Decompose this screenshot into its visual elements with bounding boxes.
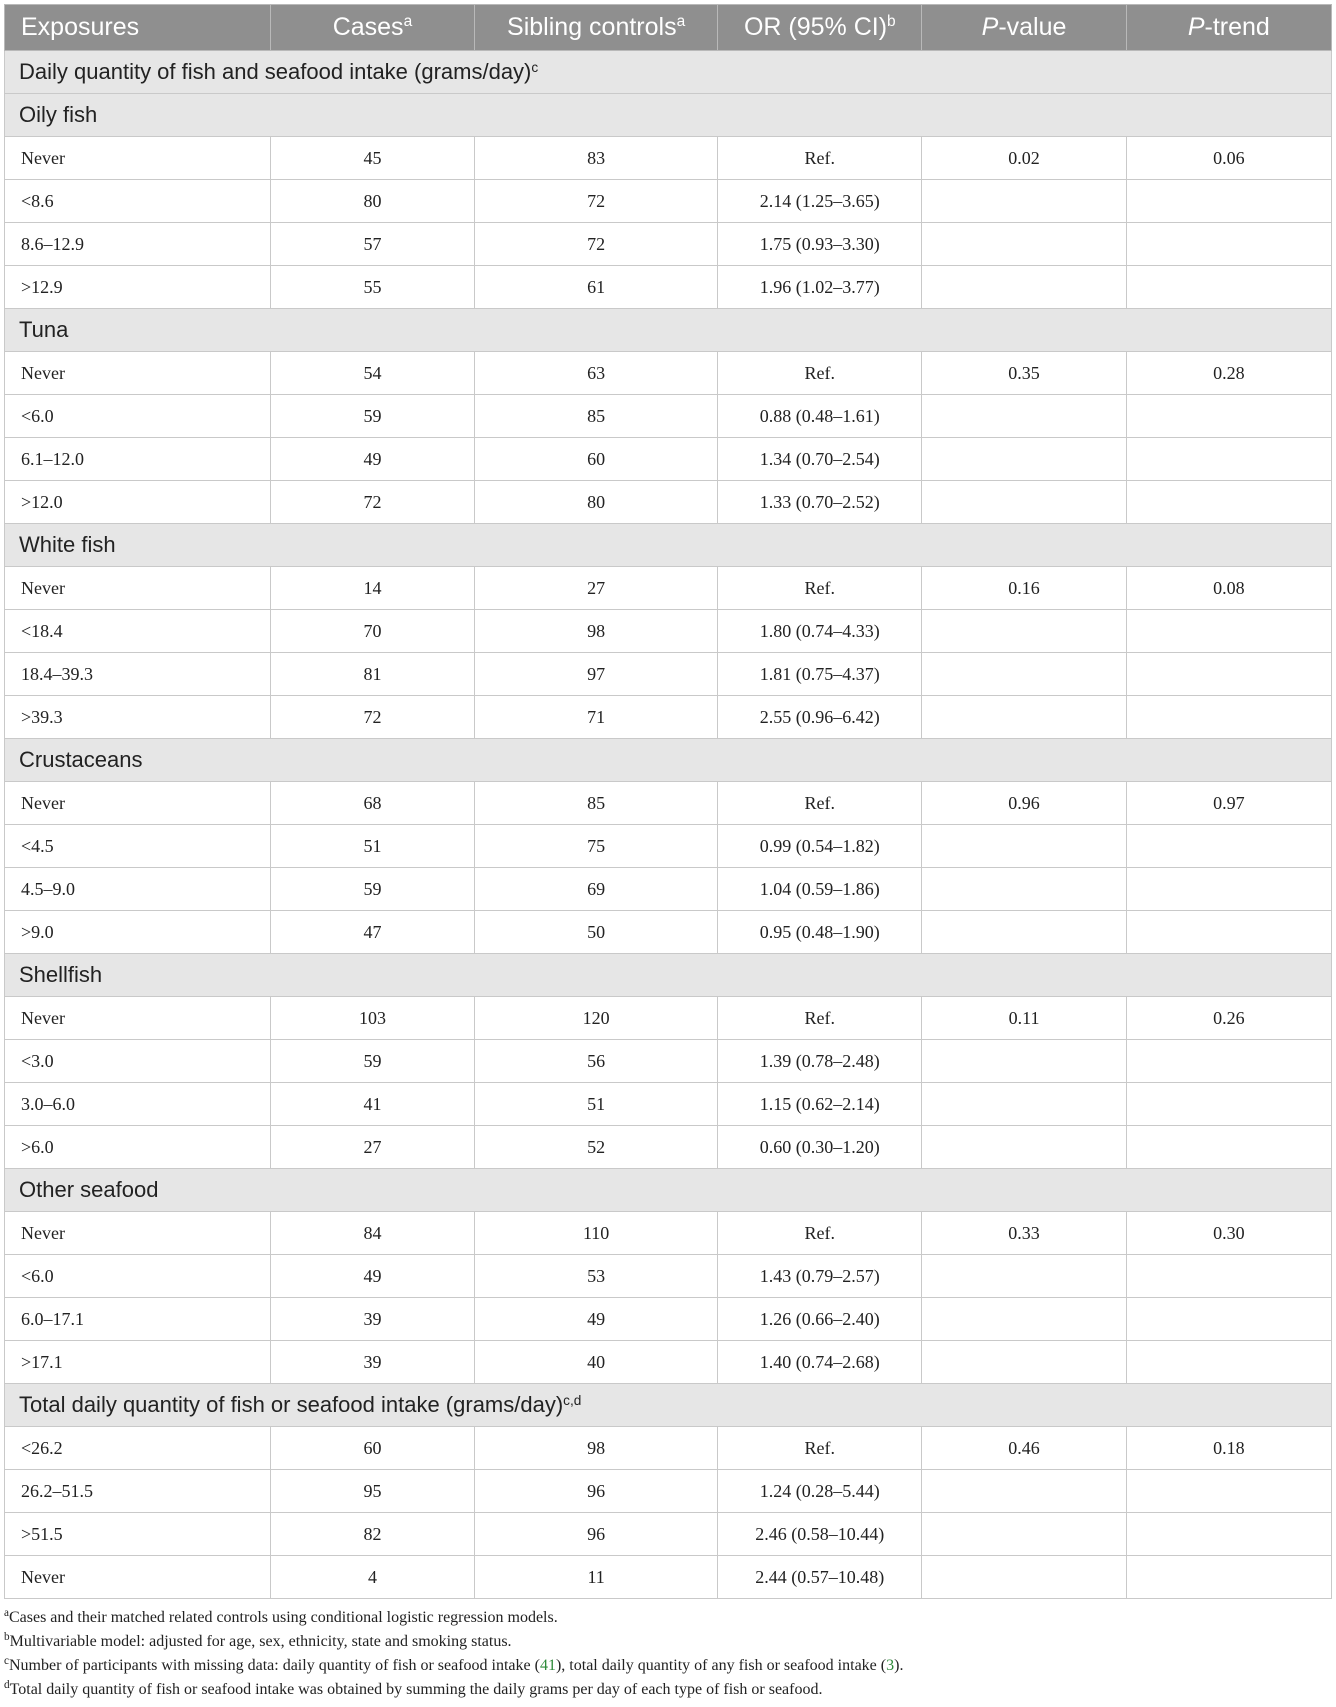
table-row — [5, 352, 1332, 395]
table-row — [5, 223, 1332, 266]
cell-or: Ref. — [718, 1212, 922, 1255]
cell-p-trend — [1126, 1298, 1331, 1341]
cell-cases: 4 — [270, 1556, 474, 1599]
cell-controls: 63 — [475, 352, 718, 395]
cell-exposure: Never — [5, 997, 271, 1040]
cell-cases: 39 — [270, 1298, 474, 1341]
cell-or: Ref. — [718, 137, 922, 180]
cell-p-value — [922, 1126, 1126, 1169]
cell-controls: 56 — [475, 1040, 718, 1083]
cell-p-value — [922, 825, 1126, 868]
cell-exposure: 4.5–9.0 — [5, 868, 271, 911]
table-row — [5, 610, 1332, 653]
cell-p-trend — [1126, 1126, 1331, 1169]
cell-p-value — [922, 1040, 1126, 1083]
cell-controls: 51 — [475, 1083, 718, 1126]
section-title: Other seafood — [5, 1169, 1332, 1212]
cell-p-value — [922, 1298, 1126, 1341]
cell-controls: 27 — [475, 567, 718, 610]
cell-p-value — [922, 1470, 1126, 1513]
col-header-p-value: P-value — [922, 5, 1126, 51]
cell-cases: 70 — [270, 610, 474, 653]
cell-or: Ref. — [718, 782, 922, 825]
cell-cases: 57 — [270, 223, 474, 266]
footnote-d: $^d$Total daily quantity of fish or seafood intake was obtained by summing the daily grams per day of each type of fish or seafood. — [4, 1678, 823, 1698]
cell-cases: 51 — [270, 825, 474, 868]
table-row — [5, 825, 1332, 868]
cell-cases: 68 — [270, 782, 474, 825]
cell-exposure: <8.6 — [5, 180, 271, 223]
cell-or: 2.14 (1.25–3.65) — [718, 180, 922, 223]
cell-cases: 49 — [270, 1255, 474, 1298]
table-row — [5, 567, 1332, 610]
table-row — [5, 1556, 1332, 1599]
cell-p-value: 0.96 — [922, 782, 1126, 825]
results-table — [4, 4, 1332, 1599]
cell-exposure: >51.5 — [5, 1513, 271, 1556]
cell-p-value — [922, 438, 1126, 481]
cell-p-trend — [1126, 696, 1331, 739]
cell-exposure: >9.0 — [5, 911, 271, 954]
cell-controls: 85 — [475, 782, 718, 825]
cell-cases: 82 — [270, 1513, 474, 1556]
footnote-b: $^b$Multivariable model: adjusted for age, sex, ethnicity, state and smoking status. — [4, 1630, 512, 1650]
cell-p-trend: 0.06 — [1126, 137, 1331, 180]
table-row — [5, 1298, 1332, 1341]
section-header-row — [5, 1384, 1332, 1427]
cell-p-trend — [1126, 481, 1331, 524]
cell-exposure: >12.9 — [5, 266, 271, 309]
section-title: Shellfish — [5, 954, 1332, 997]
cell-exposure: Never — [5, 1212, 271, 1255]
section-header-row — [5, 309, 1332, 352]
col-header-or: OR (95% CI)$^b$ — [718, 5, 922, 51]
cell-or: 0.99 (0.54–1.82) — [718, 825, 922, 868]
cell-exposure: <6.0 — [5, 1255, 271, 1298]
cell-or: 0.95 (0.48–1.90) — [718, 911, 922, 954]
cell-or: 1.75 (0.93–3.30) — [718, 223, 922, 266]
cell-p-trend — [1126, 438, 1331, 481]
table-row — [5, 481, 1332, 524]
table-row — [5, 1341, 1332, 1384]
cell-p-trend: 0.30 — [1126, 1212, 1331, 1255]
footnote-c: $^c$Number of participants with missing data: daily quantity of fish or seafood intake (41), total daily quantity of any fish or seafood intake (3). — [4, 1654, 904, 1674]
cell-cases: 59 — [270, 1040, 474, 1083]
cell-p-value — [922, 266, 1126, 309]
cell-exposure: <3.0 — [5, 1040, 271, 1083]
cell-cases: 39 — [270, 1341, 474, 1384]
cell-controls: 97 — [475, 653, 718, 696]
cell-or: 1.80 (0.74–4.33) — [718, 610, 922, 653]
cell-controls: 69 — [475, 868, 718, 911]
table-row — [5, 1513, 1332, 1556]
cell-or: 1.15 (0.62–2.14) — [718, 1083, 922, 1126]
section-header-row — [5, 739, 1332, 782]
cell-or: 1.40 (0.74–2.68) — [718, 1341, 922, 1384]
cell-p-trend: 0.97 — [1126, 782, 1331, 825]
cell-cases: 72 — [270, 696, 474, 739]
cell-controls: 80 — [475, 481, 718, 524]
cell-or: 2.46 (0.58–10.44) — [718, 1513, 922, 1556]
cell-p-value — [922, 911, 1126, 954]
table-row — [5, 696, 1332, 739]
cell-p-value — [922, 1341, 1126, 1384]
table-row — [5, 868, 1332, 911]
section-title: Total daily quantity of fish or seafood intake (grams/day)$^{c,d}$ — [5, 1384, 1332, 1427]
cell-p-trend — [1126, 1083, 1331, 1126]
cell-p-value — [922, 1513, 1126, 1556]
cell-controls: 60 — [475, 438, 718, 481]
cell-p-value: 0.11 — [922, 997, 1126, 1040]
cell-p-trend — [1126, 1040, 1331, 1083]
cell-or: 1.33 (0.70–2.52) — [718, 481, 922, 524]
cell-or: Ref. — [718, 352, 922, 395]
table-row — [5, 1427, 1332, 1470]
table-row — [5, 653, 1332, 696]
cell-cases: 41 — [270, 1083, 474, 1126]
section-title: Tuna — [5, 309, 1332, 352]
section-title: Oily fish — [5, 94, 1332, 137]
cell-p-trend — [1126, 1556, 1331, 1599]
col-header-cases: Cases$^a$ — [270, 5, 474, 51]
cell-or: 1.24 (0.28–5.44) — [718, 1470, 922, 1513]
cell-or: 1.26 (0.66–2.40) — [718, 1298, 922, 1341]
col-header-p-trend: P-trend — [1126, 5, 1331, 51]
cell-cases: 95 — [270, 1470, 474, 1513]
table-row — [5, 137, 1332, 180]
table-header — [5, 5, 1332, 51]
table-row — [5, 395, 1332, 438]
cell-controls: 71 — [475, 696, 718, 739]
cell-p-trend — [1126, 180, 1331, 223]
cell-p-trend — [1126, 223, 1331, 266]
cell-p-value — [922, 1083, 1126, 1126]
table-row — [5, 266, 1332, 309]
cell-p-value — [922, 395, 1126, 438]
section-header-row — [5, 1169, 1332, 1212]
cell-p-trend: 0.28 — [1126, 352, 1331, 395]
section-title: Daily quantity of fish and seafood intake (grams/day)$^c$ — [5, 51, 1332, 94]
cell-controls: 98 — [475, 1427, 718, 1470]
cell-p-trend — [1126, 1341, 1331, 1384]
cell-p-trend — [1126, 1255, 1331, 1298]
cell-cases: 45 — [270, 137, 474, 180]
cell-p-value — [922, 696, 1126, 739]
cell-cases: 103 — [270, 997, 474, 1040]
cell-exposure: <26.2 — [5, 1427, 271, 1470]
cell-p-value: 0.35 — [922, 352, 1126, 395]
cell-or: Ref. — [718, 997, 922, 1040]
table-row — [5, 1083, 1332, 1126]
table-row — [5, 1126, 1332, 1169]
cell-or: Ref. — [718, 1427, 922, 1470]
cell-controls: 72 — [475, 180, 718, 223]
cell-exposure: Never — [5, 1556, 271, 1599]
cell-cases: 54 — [270, 352, 474, 395]
cell-exposure: 3.0–6.0 — [5, 1083, 271, 1126]
cell-exposure: >39.3 — [5, 696, 271, 739]
cell-p-trend: 0.18 — [1126, 1427, 1331, 1470]
cell-exposure: <18.4 — [5, 610, 271, 653]
col-header-sibling-controls: Sibling controls$^a$ — [475, 5, 718, 51]
cell-p-trend — [1126, 825, 1331, 868]
cell-or: 1.81 (0.75–4.37) — [718, 653, 922, 696]
cell-controls: 75 — [475, 825, 718, 868]
cell-controls: 40 — [475, 1341, 718, 1384]
cell-p-value — [922, 180, 1126, 223]
cell-controls: 53 — [475, 1255, 718, 1298]
cell-p-trend — [1126, 868, 1331, 911]
cell-cases: 55 — [270, 266, 474, 309]
table-row — [5, 997, 1332, 1040]
section-header-row — [5, 51, 1332, 94]
cell-exposure: Never — [5, 352, 271, 395]
cell-cases: 72 — [270, 481, 474, 524]
cell-cases: 14 — [270, 567, 474, 610]
cell-cases: 59 — [270, 395, 474, 438]
cell-p-trend: 0.26 — [1126, 997, 1331, 1040]
cell-p-trend — [1126, 1470, 1331, 1513]
cell-controls: 50 — [475, 911, 718, 954]
cell-p-value: 0.02 — [922, 137, 1126, 180]
cell-p-value — [922, 868, 1126, 911]
cell-controls: 110 — [475, 1212, 718, 1255]
cell-exposure: <4.5 — [5, 825, 271, 868]
cell-or: 0.88 (0.48–1.61) — [718, 395, 922, 438]
cell-controls: 52 — [475, 1126, 718, 1169]
cell-or: 2.44 (0.57–10.48) — [718, 1556, 922, 1599]
table-row — [5, 911, 1332, 954]
cell-cases: 27 — [270, 1126, 474, 1169]
cell-p-value: 0.46 — [922, 1427, 1126, 1470]
cell-p-trend — [1126, 653, 1331, 696]
cell-or: 2.55 (0.96–6.42) — [718, 696, 922, 739]
cell-p-value — [922, 1255, 1126, 1298]
footnote-a: $^a$Cases and their matched related controls using conditional logistic regression models. — [4, 1606, 558, 1626]
cell-exposure: 18.4–39.3 — [5, 653, 271, 696]
cell-or: 1.04 (0.59–1.86) — [718, 868, 922, 911]
cell-controls: 85 — [475, 395, 718, 438]
table-row — [5, 782, 1332, 825]
reference-link[interactable]: 3 — [886, 1657, 895, 1674]
cell-exposure: Never — [5, 137, 271, 180]
section-title: White fish — [5, 524, 1332, 567]
cell-exposure: >12.0 — [5, 481, 271, 524]
cell-controls: 72 — [475, 223, 718, 266]
cell-controls: 83 — [475, 137, 718, 180]
cell-exposure: >6.0 — [5, 1126, 271, 1169]
cell-cases: 60 — [270, 1427, 474, 1470]
section-header-row — [5, 94, 1332, 137]
cell-p-value — [922, 610, 1126, 653]
cell-controls: 120 — [475, 997, 718, 1040]
section-header-row — [5, 524, 1332, 567]
cell-exposure: Never — [5, 782, 271, 825]
table-row — [5, 1255, 1332, 1298]
cell-p-trend: 0.08 — [1126, 567, 1331, 610]
cell-or: 0.60 (0.30–1.20) — [718, 1126, 922, 1169]
cell-p-trend — [1126, 610, 1331, 653]
cell-exposure: Never — [5, 567, 271, 610]
cell-controls: 61 — [475, 266, 718, 309]
cell-controls: 49 — [475, 1298, 718, 1341]
cell-p-trend — [1126, 1513, 1331, 1556]
cell-exposure: <6.0 — [5, 395, 271, 438]
cell-controls: 96 — [475, 1470, 718, 1513]
reference-link[interactable]: 41 — [539, 1657, 556, 1674]
cell-or: 1.96 (1.02–3.77) — [718, 266, 922, 309]
cell-exposure: 6.1–12.0 — [5, 438, 271, 481]
table-row — [5, 1470, 1332, 1513]
section-header-row — [5, 954, 1332, 997]
cell-or: 1.39 (0.78–2.48) — [718, 1040, 922, 1083]
table-row — [5, 180, 1332, 223]
cell-cases: 47 — [270, 911, 474, 954]
col-header-exposures: Exposures — [5, 5, 271, 51]
cell-p-trend — [1126, 266, 1331, 309]
cell-p-value: 0.33 — [922, 1212, 1126, 1255]
cell-cases: 84 — [270, 1212, 474, 1255]
cell-exposure: >17.1 — [5, 1341, 271, 1384]
cell-controls: 98 — [475, 610, 718, 653]
section-title: Crustaceans — [5, 739, 1332, 782]
cell-exposure: 26.2–51.5 — [5, 1470, 271, 1513]
cell-cases: 80 — [270, 180, 474, 223]
cell-p-trend — [1126, 395, 1331, 438]
table-row — [5, 438, 1332, 481]
cell-p-value — [922, 653, 1126, 696]
cell-exposure: 8.6–12.9 — [5, 223, 271, 266]
cell-p-value — [922, 1556, 1126, 1599]
table-body — [5, 51, 1332, 1599]
cell-controls: 11 — [475, 1556, 718, 1599]
cell-or: 1.43 (0.79–2.57) — [718, 1255, 922, 1298]
table-row — [5, 1040, 1332, 1083]
cell-cases: 49 — [270, 438, 474, 481]
cell-p-value: 0.16 — [922, 567, 1126, 610]
cell-p-trend — [1126, 911, 1331, 954]
cell-cases: 59 — [270, 868, 474, 911]
table-row — [5, 1212, 1332, 1255]
cell-or: Ref. — [718, 567, 922, 610]
cell-p-value — [922, 223, 1126, 266]
cell-p-value — [922, 481, 1126, 524]
cell-or: 1.34 (0.70–2.54) — [718, 438, 922, 481]
cell-exposure: 6.0–17.1 — [5, 1298, 271, 1341]
cell-controls: 96 — [475, 1513, 718, 1556]
cell-cases: 81 — [270, 653, 474, 696]
